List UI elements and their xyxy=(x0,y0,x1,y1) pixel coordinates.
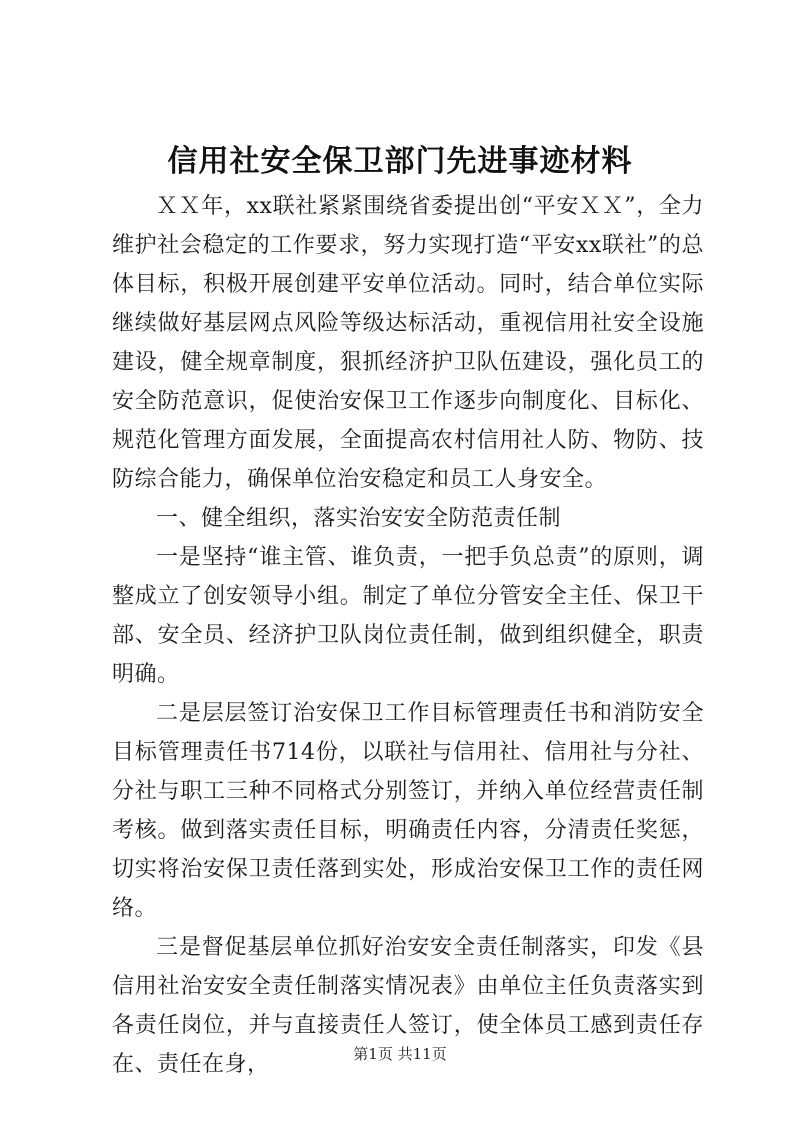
paragraph-point-two: 二是层层签订治安保卫工作目标管理责任书和消防安全目标管理责任书714份，以联社与信用社、信用社与分社、分社与职工三种不同格式分别签订，并纳入单位经营责任制考核。做到落实责任目标，明确责任内容，分清责任奖惩，切实将治安保卫责任落到实处，形成治安保卫工作的责任网络。 xyxy=(112,701,704,921)
section-heading: 一、健全组织，落实治安安全防范责任制 xyxy=(156,506,562,531)
document-title: 信用社安全保卫部门先进事迹材料 xyxy=(167,144,633,179)
document-body xyxy=(112,187,704,1084)
paragraph-point-one: 一是坚持“谁主管、谁负责，一把手负总责”的原则，调整成立了创安领导小组。制定了单位分管安全主任、保卫干部、安全员、经济护卫队岗位责任制，做到组织健全，职责明确。 xyxy=(112,545,704,687)
page-number-footer: 第1页 共11页 xyxy=(353,1045,447,1063)
paragraph-point-three: 三是督促基层单位抓好治安安全责任制落实，印发《县信用社治安安全责任制落实情况表》由单位主任负责落实到各责任岗位，并与直接责任人签订，使全体员工感到责任存在、责任在身， xyxy=(112,935,704,1077)
paragraph-intro: ＸＸ年，xx联社紧紧围绕省委提出创“平安ＸＸ”，全力维护社会稳定的工作要求，努力实现打造“平安xx联社”的总体目标，积极开展创建平安单位活动。同时，结合单位实际继续做好基层网点风险等级达标活动，重视信用社安全设施建设，健全规章制度，狠抓经济护卫队伍建设，强化员工的安全防范意识，促使治安保卫工作逐步向制度化、目标化、规范化管理方面发展，全面提高农村信用社人防、物防、技防综合能力，确保单位治安稳定和员工人身安全。 xyxy=(112,194,704,492)
